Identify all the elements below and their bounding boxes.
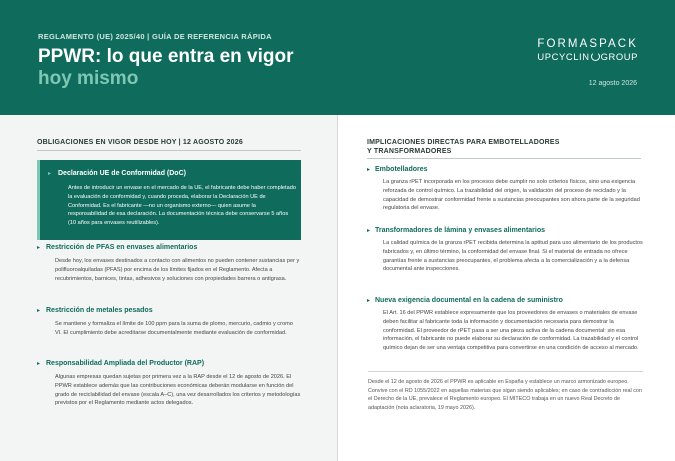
bullet-icon: ▸ bbox=[37, 361, 41, 367]
logo-g-icon bbox=[591, 52, 600, 61]
right-column-title-line2: Y TRANSFORMADORES bbox=[367, 148, 452, 155]
logo-subtitle bbox=[534, 51, 638, 62]
section-body-rap: Algunas empresas quedan sujetas por primera vez a la RAP desde el 12 de agosto de 2026. El PPWR establece además que las contribuciones económicas deberán modularse en función del grado de reciclabilidad del envase (escala A–C), una vez desarrollados los criterios y metodologías previstos por el Reglamento mediante actos delegados. bbox=[55, 374, 301, 407]
right-column bbox=[338, 115, 675, 461]
page-title-highlight: hoy mismo bbox=[38, 68, 139, 89]
bullet-icon: ▸ bbox=[37, 245, 41, 251]
logo-wordmark: FORMASPACK bbox=[537, 38, 638, 50]
bullet-icon: ▸ bbox=[367, 228, 371, 234]
page-title: PPWR: lo que entra en vigor bbox=[38, 46, 294, 67]
left-column bbox=[0, 115, 337, 461]
left-column-title: OBLIGACIONES EN VIGOR DESDE HOY | 12 AGOSTO 2026 bbox=[37, 139, 243, 146]
logo-subtitle-b: GROUP bbox=[600, 51, 638, 62]
section-title-converters: Transformadores de lámina y envases alimentarios bbox=[375, 227, 546, 234]
section-title-supply-chain: Nueva exigencia documental en la cadena de suministro bbox=[375, 297, 563, 304]
left-column-rule bbox=[37, 150, 301, 151]
section-title-rap: Responsabilidad Ampliada del Productor (RAP) bbox=[46, 360, 205, 367]
header-banner bbox=[0, 0, 675, 115]
callout-title: Declaración UE de Conformidad (DoC) bbox=[58, 170, 186, 177]
section-body-pfas: Desde hoy, los envases destinados a contacto con alimentos no pueden contener sustancias per y polifluoroalquiladas (PFAS) por encima de los límites fijados en el Reglamento. Afecta a recubrimientos, barnices, tintas, adhesivos y soluciones con propiedades barrera o antigrasa. bbox=[55, 258, 300, 282]
bullet-icon: ▸ bbox=[367, 298, 371, 304]
callout-body: Antes de introducir un envase en el mercado de la UE, el fabricante debe haber completado la evaluación de conformidad y, cuando proceda, elaborar la Declaración UE de Conformidad. Es el fabricante —no un organismo externo— quien asume la responsabilidad de esa declaración. La documentación técnica debe conservarse 5 años (10 años para envases reutilizables). bbox=[68, 185, 296, 227]
doc-callout-box bbox=[37, 160, 301, 240]
regulation-kicker: REGLAMENTO (UE) 2025/40 | GUÍA DE REFERENCIA RÁPIDA bbox=[38, 32, 272, 41]
section-title-metals: Restricción de metales pesados bbox=[46, 307, 153, 314]
section-body-converters: La calidad química de la granza rPET recibida determina la aptitud para uso alimentario de los productos fabricados y, en último término, la conformidad del envase final. Si el material de entrada no ofrece garantías frente a sustancias preocupantes, el problema afecta a la comercialización y a la defensa documental ante inspecciones. bbox=[383, 240, 643, 273]
bullet-icon: ▸ bbox=[367, 167, 371, 173]
footer-rule bbox=[368, 371, 643, 372]
section-body-metals: Se mantiene y formaliza el límite de 100 ppm para la suma de plomo, mercurio, cadmio y cromo VI. El cumplimiento debe acreditarse documentalmente mediante evaluación de conformidad. bbox=[55, 321, 293, 336]
bullet-icon: ▸ bbox=[37, 308, 41, 314]
section-title-pfas: Restricción de PFAS en envases alimentarios bbox=[46, 244, 198, 251]
section-body-supply-chain: El Art. 16 del PPWR establece expresamente que los proveedores de envases o materiales de envase deben facilitar al fabricante toda la información y documentación necesaria para demostrar la conformidad. El proveedor de rPET pasa a ser una pieza activa de la cadena documental: sin esa información, el fabricante no puede elaborar su declaración de conformidad. La trazabilidad y el control químico dejan de ser una ventaja competitiva para convertirse en una condición de acceso al mercado. bbox=[383, 310, 639, 352]
company-logo bbox=[534, 38, 638, 62]
publication-date: 12 agosto 2026 bbox=[588, 80, 637, 87]
right-column-title-line1: IMPLICACIONES DIRECTAS PARA EMBOTELLADORES bbox=[367, 139, 560, 146]
section-title-bottlers: Embotelladores bbox=[375, 166, 428, 173]
logo-subtitle-a: UPCYCLIN bbox=[537, 51, 590, 62]
footer-note: Desde el 12 de agosto de 2026 el PPWR es aplicable en España y establece un marco armonizado europeo. Convive con el RD 1055/2022 en aquellas materias que sigan siendo aplicables; en caso de contradicción real con el Derecho de la UE, prevalece el Reglamento europeo. El MITECO trabaja en un nuevo Real Decreto de adaptación (nota aclaratoria, 19 mayo 2026). bbox=[368, 379, 642, 411]
section-body-bottlers: La granza rPET incorporada en los procesos debe cumplir no solo criterios físicos, sino una exigencia reforzada de control químico. La trazabilidad del origen, la validación del proceso de reciclado y la capacidad de demostrar conformidad frente a sustancias preocupantes son ahora parte de la seguridad regulatoria del envase. bbox=[383, 179, 640, 212]
right-column-title bbox=[367, 138, 560, 156]
bullet-icon: ▸ bbox=[48, 171, 52, 177]
right-column-rule bbox=[367, 158, 641, 159]
